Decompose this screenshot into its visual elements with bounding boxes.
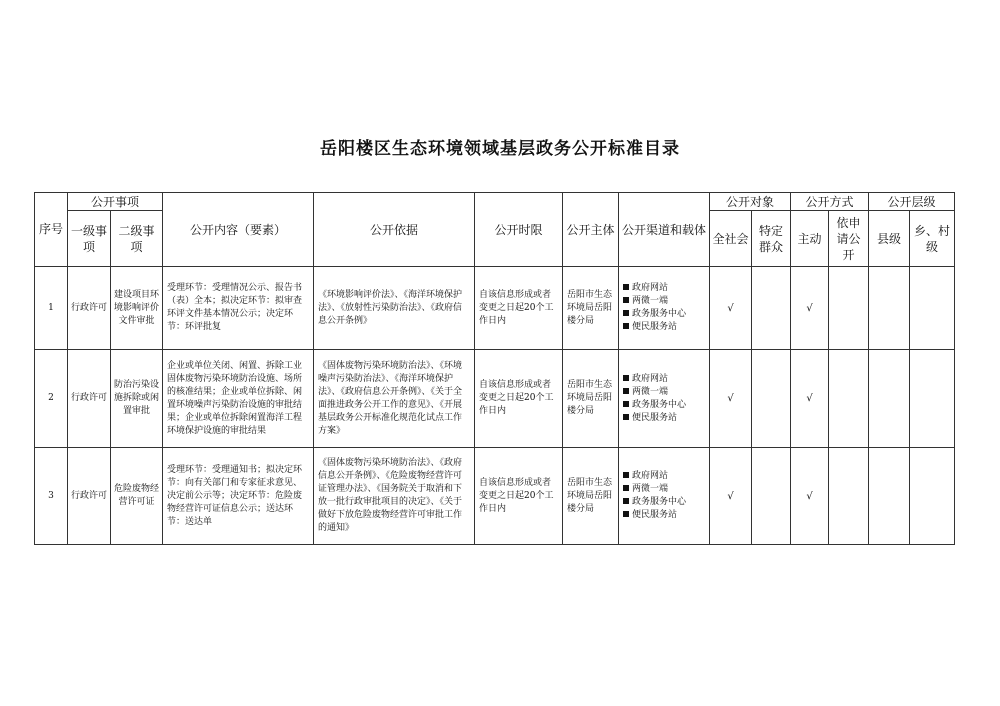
square-bullet-icon <box>623 414 629 420</box>
header-level-group: 公开层级 <box>869 193 955 211</box>
cell-active: √ <box>791 448 829 545</box>
header-obj-specific: 特定群众 <box>752 211 791 267</box>
page-title: 岳阳楼区生态环境领域基层政务公开标准目录 <box>320 139 680 159</box>
square-bullet-icon <box>623 511 629 517</box>
header-channel: 公开渠道和载体 <box>619 193 710 267</box>
header-method-request: 依申请公开 <box>829 211 869 267</box>
channel-item: 两微一端 <box>623 295 705 308</box>
square-bullet-icon <box>623 310 629 316</box>
cell-request <box>829 267 869 350</box>
square-bullet-icon <box>623 401 629 407</box>
channel-item: 政府网站 <box>623 470 705 483</box>
cell-time-limit: 自该信息形成或者变更之日起20个工作日内 <box>475 350 563 448</box>
cell-level1: 行政许可 <box>68 448 111 545</box>
cell-level2: 危险废物经营许可证 <box>111 448 163 545</box>
header-seq: 序号 <box>35 193 68 267</box>
cell-seq: 1 <box>35 267 68 350</box>
cell-content: 受理环节：受理情况公示、报告书（表）全本；拟决定环节：拟审查环评文件基本情况公示；决定环节：环评批复 <box>163 267 314 350</box>
channel-item: 便民服务站 <box>623 321 705 334</box>
channel-item: 便民服务站 <box>623 509 705 522</box>
cell-subject: 岳阳市生态环境局岳阳楼分局 <box>563 267 619 350</box>
square-bullet-icon <box>623 388 629 394</box>
channel-item: 两微一端 <box>623 386 705 399</box>
header-subject: 公开主体 <box>563 193 619 267</box>
square-bullet-icon <box>623 485 629 491</box>
cell-level2: 建设项目环境影响评价文件审批 <box>111 267 163 350</box>
cell-seq: 3 <box>35 448 68 545</box>
cell-village <box>910 267 955 350</box>
cell-active: √ <box>791 267 829 350</box>
cell-content: 受理环节：受理通知书；拟决定环节：向有关部门和专家征求意见、决定前公示等；决定环节：危险废物经营许可证信息公示；送达环节：送达单 <box>163 448 314 545</box>
cell-subject: 岳阳市生态环境局岳阳楼分局 <box>563 350 619 448</box>
table-row <box>35 267 955 350</box>
channel-item: 政府网站 <box>623 282 705 295</box>
cell-basis: 《固体废物污染环境防治法》、《政府信息公开条例》、《危险废物经营许可证管理办法》、《国务院关于取消和下放一批行政审批项目的决定》、《关于做好下放危险废物经营许可审批工作的通知》 <box>314 448 475 545</box>
square-bullet-icon <box>623 284 629 290</box>
square-bullet-icon <box>623 297 629 303</box>
catalog-table <box>34 192 955 545</box>
header-method-group: 公开方式 <box>791 193 869 211</box>
cell-time-limit: 自该信息形成或者变更之日起20个工作日内 <box>475 448 563 545</box>
cell-specific <box>752 350 791 448</box>
cell-content: 企业或单位关闭、闲置、拆除工业固体废物污染环境防治设施、场所的核准结果；企业或单位拆除、闲置环境噪声污染防治设施的审批结果；企业或单位拆除闲置海洋工程环境保护设施的审批结果 <box>163 350 314 448</box>
header-basis: 公开依据 <box>314 193 475 267</box>
cell-request <box>829 448 869 545</box>
cell-village <box>910 448 955 545</box>
cell-county <box>869 267 910 350</box>
header-object-group: 公开对象 <box>710 193 791 211</box>
channel-item: 政府网站 <box>623 373 705 386</box>
header-method-active: 主动 <box>791 211 829 267</box>
square-bullet-icon <box>623 323 629 329</box>
header-content: 公开内容（要素） <box>163 193 314 267</box>
table-row <box>35 350 955 448</box>
cell-level1: 行政许可 <box>68 350 111 448</box>
cell-village <box>910 350 955 448</box>
channel-item: 政务服务中心 <box>623 308 705 321</box>
header-level1: 一级事项 <box>68 211 111 267</box>
cell-basis: 《固体废物污染环境防治法》、《环境噪声污染防治法》、《海洋环境保护法》、《政府信息公开条例》、《关于全面推进政务公开工作的意见》、《开展基层政务公开标准化规范化试点工作方案》 <box>314 350 475 448</box>
cell-basis: 《环境影响评价法》、《海洋环境保护法》、《放射性污染防治法》、《政府信息公开条例》 <box>314 267 475 350</box>
cell-all-society: √ <box>710 350 752 448</box>
cell-time-limit: 自该信息形成或者变更之日起20个工作日内 <box>475 267 563 350</box>
header-obj-all: 全社会 <box>710 211 752 267</box>
table-row <box>35 448 955 545</box>
header-level2: 二级事项 <box>111 211 163 267</box>
header-level-village: 乡、村级 <box>910 211 955 267</box>
square-bullet-icon <box>623 375 629 381</box>
cell-channels <box>619 448 710 545</box>
cell-active: √ <box>791 350 829 448</box>
cell-subject: 岳阳市生态环境局岳阳楼分局 <box>563 448 619 545</box>
cell-channels <box>619 267 710 350</box>
header-matter-group: 公开事项 <box>68 193 163 211</box>
cell-seq: 2 <box>35 350 68 448</box>
channel-item: 政务服务中心 <box>623 399 705 412</box>
cell-request <box>829 350 869 448</box>
cell-channels <box>619 350 710 448</box>
cell-all-society: √ <box>710 448 752 545</box>
header-time-limit: 公开时限 <box>475 193 563 267</box>
cell-specific <box>752 448 791 545</box>
header-level-county: 县级 <box>869 211 910 267</box>
channel-item: 便民服务站 <box>623 412 705 425</box>
square-bullet-icon <box>623 498 629 504</box>
channel-item: 两微一端 <box>623 483 705 496</box>
channel-item: 政务服务中心 <box>623 496 705 509</box>
cell-all-society: √ <box>710 267 752 350</box>
square-bullet-icon <box>623 472 629 478</box>
cell-level1: 行政许可 <box>68 267 111 350</box>
cell-county <box>869 448 910 545</box>
cell-specific <box>752 267 791 350</box>
cell-county <box>869 350 910 448</box>
cell-level2: 防治污染设施拆除或闲置审批 <box>111 350 163 448</box>
